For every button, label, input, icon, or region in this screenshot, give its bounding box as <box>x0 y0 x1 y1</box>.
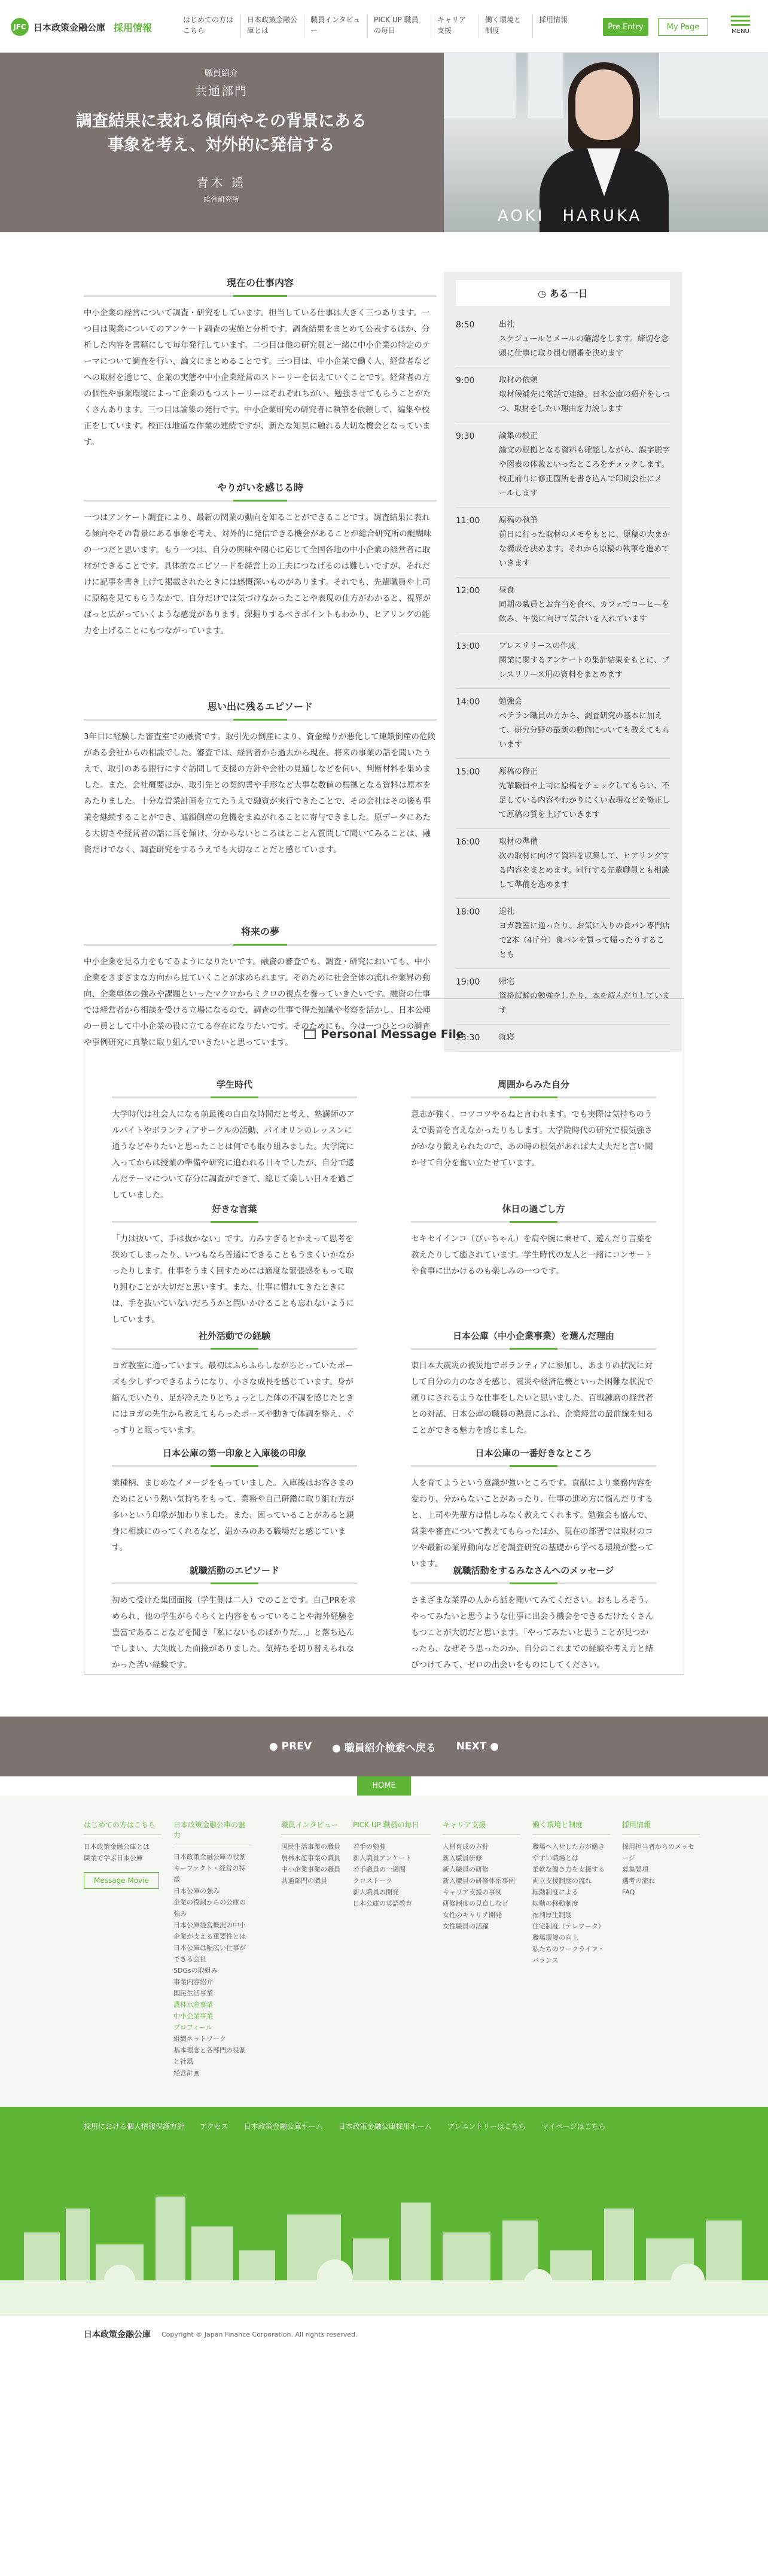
hero-dept: 共通部門 <box>195 84 248 98</box>
day-schedule-title <box>456 280 670 306</box>
sitemap-category[interactable]: 働く環境と制度 <box>532 1819 610 1835</box>
hero <box>0 53 768 232</box>
pmf-item <box>112 1447 357 1556</box>
day-schedule <box>444 272 682 1052</box>
schedule-time: 16:00 <box>456 837 480 847</box>
mypage-button[interactable]: My Page <box>658 18 708 36</box>
pmf-item-body: 初めて受けた集団面接（学生側は二人）でのことです。自己PRを求められ、他の学生がらくらくと内容をもっていることや海外経験を豊富であることなどを聞き「私にないものばかりだ…」と落ち込んでしまい、大失敗した面接がありました。気持ちを切り替えられなかった苦い経験です。 <box>112 1596 356 1670</box>
sitemap-link[interactable]: 新入職員研修 <box>443 1854 482 1862</box>
section-title: 現在の仕事内容 <box>84 275 437 297</box>
pmf-item-body: 意志が強く、コツコツやるねと言われます。でも実際は気持ちのうえで弱音を言えなかったりもします。大学院時代の研究で根気強さがかなり鍛えられたので、あの時の根気があれば大丈夫だと言い聞かせて自分を奮い立たせています。 <box>411 1110 653 1168</box>
section-title: やりがいを感じる時 <box>84 480 437 502</box>
pmf-title <box>84 1028 684 1041</box>
pmf-item-title: 就職活動をするみなさんへのメッセージ <box>411 1564 656 1584</box>
schedule-item <box>456 633 670 689</box>
pmf-item <box>411 1447 656 1572</box>
schedule-item <box>456 829 670 899</box>
pmf-item <box>411 1564 656 1673</box>
sitemap-link[interactable]: 国民生活事業の職員 <box>281 1843 340 1851</box>
book-icon <box>304 1029 316 1039</box>
pmf-item-body: ヨガ教室に通っています。最初はふらふらしながらとっていたポーズも少しずつできるようになり、小さな成長を感じています。身が縮んでいたり、足が冷えたりとちょっとした体の不調を感じたときにはヨガの先生から教えてもらったポーズや動きで体調を整え、ぐっすりと眠っています。 <box>112 1361 355 1435</box>
sitemap-link[interactable]: キャリア支援の事例 <box>443 1888 502 1896</box>
pmf-item-body: さまざまな業界の人から話を聞いてみてください。おもしろそう、やってみたいと思うような仕事に出会う機会をできるだけたくさんもつことが大切だと思います。「やってみたいと思うことが見つかったら、なぜそう思ったのか、自分のこれまでの経験や考え方と結びつけてみて、ゼロの出会いをものにしてください。 <box>411 1596 653 1670</box>
hero-photo <box>444 53 768 232</box>
pmf-item-title: 日本公庫の一番好きなところ <box>411 1447 656 1467</box>
copyright: Copyright © Japan Finance Corporation. All rights reserved. <box>161 2331 358 2338</box>
sitemap-category[interactable]: 日本政策金融公庫の魅力 <box>173 1819 251 1845</box>
sitemap-link[interactable]: 企業の役割からの公庫の強み <box>173 1898 246 1918</box>
schedule-time: 19:00 <box>456 977 480 987</box>
day-title-text: ある一日 <box>549 288 588 299</box>
pmf-item-title: 好きな言葉 <box>112 1202 357 1223</box>
site-header <box>0 0 768 53</box>
pmf-item-title: 社外活動での経験 <box>112 1329 357 1350</box>
hero-headline <box>76 110 367 157</box>
schedule-detail: 原稿の執筆 前日に行った取材のメモをもとに、原稿の大まかな構成を決めます。それから原稿の執筆を進めていきます <box>499 516 671 568</box>
schedule-detail: 論集の校正 論文の根拠となる資料も確認しながら、誤字脱字や図表の体裁といったところをチェックします。 校正前りに修正箇所を書き込んで印刷会社にメールします <box>499 432 671 498</box>
photo-window <box>659 53 768 119</box>
footer-links <box>84 2121 606 2131</box>
pmf-item <box>112 1078 357 1204</box>
sitemap-link[interactable]: 事業内容紹介 <box>173 1978 213 1986</box>
sitemap-column <box>173 1819 251 2079</box>
schedule-item <box>456 508 670 578</box>
schedule-detail: 勉強会 ベテラン職員の方から、調査研究の基本に加えて、研究分野の最新の動向についても教えてもらいます <box>499 697 670 749</box>
schedule-item <box>456 759 670 829</box>
nav-item-beginners[interactable]: はじめての方はこちら <box>183 16 234 35</box>
hero-person-name: 青木 遥 <box>196 175 246 190</box>
pmf-item-body: セキセイインコ（ぴぃちゃん）を肩や腕に乗せて、遊んだり言葉を教えたりして癒されています。学生時代の友人と一緒にコンサートや食事に出かけるのも楽しみの一つです。 <box>411 1234 653 1276</box>
schedule-detail: 昼食 同期の職員とお弁当を食べ、カフェでコーヒーを飲み、午後に向けて気合いを入れています <box>499 586 669 624</box>
pmf-item <box>112 1329 357 1439</box>
next-label: NEXT <box>456 1740 487 1752</box>
schedule-time: 15:00 <box>456 767 480 777</box>
sitemap-link[interactable]: 共通部門の職員 <box>281 1877 327 1885</box>
schedule-time: 9:30 <box>456 432 475 441</box>
schedule-time: 8:50 <box>456 320 475 330</box>
footer-link[interactable]: アクセス <box>200 2122 228 2131</box>
sitemap-link[interactable]: 農林水産事業 <box>173 2001 213 2009</box>
hero-romaji: AOKI HARUKA <box>498 207 642 225</box>
pmf-item-title: 日本公庫の第一印象と入庫後の印象 <box>112 1447 357 1467</box>
sitemap-column <box>281 1819 359 1887</box>
pmf-item-title: 休日の過ごし方 <box>411 1202 656 1223</box>
sitemap-link[interactable]: プロフィール <box>173 2024 212 2031</box>
schedule-time: 18:00 <box>456 907 480 917</box>
sitemap-link[interactable]: 職場へ入社した方が働きやすい職場とは <box>532 1843 605 1862</box>
schedule-detail: 帰宅 資格試験の勉強をしたり、本を読んだりしています <box>499 977 671 1015</box>
section-body: 一つはアンケート調査により、最新の関業の動向を知ることができることです。調査結果に表れる傾向やその背景にある事象を考え、対外的に発信できる機会があることが総合研究所の醍醐味の一つだと思います。もう一つは、自分の興味や関心に応じて全国各地の中小企業の経営者に取材ができることです。具体的なエピソードを経営上の工夫につなげるのは難しいですが、それだけに記事を書き上げて掲載されたときには感慨深いものがあります。それでも、先輩職員や上司に原稿を見てもらうなかで、自分だけでは気づけなかったことや表現の仕方がわかると、視界がぱっと広がっていくような感覚があります。深掘りするべきポイントもわかり、ヒアリングの能力を上げることにもつながっています。 <box>84 513 432 636</box>
hero-headline-line1: 調査結果に表れる傾向やその背景にある <box>76 112 367 130</box>
sitemap-link[interactable]: 若手職員の一週間 <box>353 1866 406 1873</box>
schedule-detail: 退社 ヨガ教室に通ったり、お気に入りの食パン専門店で2本（4斤分）食パンを買って帰ったりすることも <box>499 907 671 959</box>
sitemap-link[interactable]: 募集要項 <box>622 1866 648 1873</box>
section-body: 3年目に経験した審査室での融資です。取引先の倒産により、資金繰りが悪化して連鎖倒産の危険がある会社からの相談でした。審査では、経営者から過去から現在、将来の事業の話を聞いたうえで、取引のある銀行にすぐ訪問して支援の方針や会社の見通しなどを伺い、判断材料を集めました。また、会社概要ほか、取引先との契約書や手形など大事な数値の根拠となる資料は原本をあたりました。十分な営業計画を立てたうえで融資が実行できたことで、その会社はその後も事業を継続することができ、連鎖倒産の危機をまぬがれることに寄与できました。原データにあたる大切さや経営者の話に耳を傾け、分からないところはとことん質問して聞いてみることは、融資だけでなく、調査研究をするうえでも大切なことだと感じています。 <box>84 732 436 855</box>
sitemap-category[interactable]: はじめての方はこちら <box>84 1819 161 1835</box>
sitemap-link[interactable]: 日本政策金融公庫とは <box>84 1843 150 1851</box>
pmf-item-body: 人を育てようという意識が強いところです。貢献により業務内容を変わり、分からないことがあったり、仕事の進め方に悩んだりすると、上司や先輩方は惜しみなく教えてくれます。勉強会も盛んで、営業や審査について教えてもらったほか、現在の部署では取材のコツや最新の業界動向などを調査研究の基礎から学べる環境が整っています。 <box>411 1478 653 1569</box>
schedule-item <box>456 578 670 633</box>
sitemap-link[interactable]: 中小企業事業 <box>173 2012 213 2020</box>
sitemap-link[interactable]: 私たちのワークライフ・バランス <box>532 1945 605 1964</box>
sitemap <box>0 1796 768 2107</box>
clock-icon: ◷ <box>538 288 550 299</box>
pmf-item-title: 日本公庫（中小企業事業）を選んだ理由 <box>411 1329 656 1350</box>
logo[interactable] <box>11 18 152 36</box>
pre-entry-button[interactable]: Pre Entry <box>603 18 648 36</box>
sitemap-link[interactable]: 新人職員の研修 <box>443 1866 489 1873</box>
pmf-item-title: 周囲からみた自分 <box>411 1078 656 1098</box>
nav-item-environment[interactable]: 働く環境と制度 <box>479 14 532 38</box>
schedule-detail: 就寝 <box>499 1033 515 1042</box>
sitemap-link[interactable]: 基本理念と各部門の役割と社風 <box>173 2046 246 2065</box>
city-illustration <box>0 2161 768 2316</box>
sitemap-link[interactable]: 組織ネットワーク <box>173 2035 226 2043</box>
sitemap-link[interactable]: 両立支援制度の流れ <box>532 1877 592 1885</box>
footer-link[interactable]: プレエントリーはこちら <box>447 2122 526 2131</box>
pmf-item-title: 学生時代 <box>112 1078 357 1098</box>
sitemap-link[interactable]: 日本公庫の英語教育 <box>353 1900 412 1907</box>
day-schedule-column <box>444 232 682 1052</box>
sitemap-link[interactable]: 若手の勉強 <box>353 1843 386 1851</box>
section-current-work <box>84 275 437 451</box>
sitemap-link[interactable]: 日本公庫経営概況の中小企業が支える重要性とは <box>173 1921 246 1940</box>
section-body: 中小企業の経営について調査・研究をしています。担当している仕事は大きく三つあります。一つ目は関業についてのアンケート調査の実施と分析です。調査結果をまとめて公表するほか、分析した内容を書籍にして毎年発行しています。二つ目は他の研究員と一緒に中小企業の特定のテーマについて調査を行い、論文にまとめることです。三つ目は、中小企業で働く人、経営者などへの取材を通じて、企業の実態や中小企業経営のストーリーを伝えていくことです。経営者の方の個性や事業環境によって企業のもつストーリーはそれぞれちがい、勉強させてもらうことがたくさんあります。三つ目は論集の発行です。中小企業研究の研究者に執筆を依頼して、編集や校正をしています。校正は地道な作業の連続ですが、新たな知見に触れる大切な機会となっています。 <box>84 308 431 447</box>
schedule-time: 11:00 <box>456 516 480 525</box>
pager <box>0 1717 768 1776</box>
schedule-item <box>456 423 670 508</box>
sitemap-link[interactable]: FAQ <box>622 1888 635 1896</box>
prev-label: PREV <box>281 1740 312 1752</box>
sitemap-link[interactable]: 新入職員の研修体系事例 <box>443 1877 515 1885</box>
logo-sub: 採用情報 <box>114 22 153 34</box>
sitemap-column <box>622 1819 700 1898</box>
sitemap-link[interactable]: 経営計画 <box>173 2069 200 2077</box>
nav-item-recruit[interactable]: 採用情報 <box>532 14 574 38</box>
schedule-time: 14:00 <box>456 697 480 707</box>
footer-logo[interactable]: 日本政策金融公庫 <box>84 2330 151 2340</box>
pmf-item-body: 大学時代は社会人になる前最後の自由な時間だと考え、塾講師のアルバイトやボランティアサークルの活動、バイオリンのレッスンに通うなどやりたいと思ったことは何でも取り組みました。大学院に入ってからは授業の準備や研究に追われる日々でしたが、自分で選んだテーマについて存分に調査ができて、総じて楽しい日々を過ごしていました。 <box>112 1110 355 1200</box>
footer-link[interactable]: 採用における個人情報保護方針 <box>84 2122 185 2131</box>
sitemap-column <box>532 1819 610 1966</box>
section-title: 将来の夢 <box>84 924 437 946</box>
footer-link[interactable]: 日本政策金融公庫採用ホーム <box>338 2122 432 2131</box>
pmf-item <box>411 1078 656 1171</box>
sitemap-link[interactable]: 日本公庫は幅広い仕事ができる会社 <box>173 1944 246 1963</box>
sitemap-category[interactable]: 職員インタビュー <box>281 1819 359 1835</box>
section-episode <box>84 699 437 858</box>
hero-headline-line2: 事象を考え、対外的に発信する <box>108 136 335 154</box>
back-to-list-link[interactable]: ● 職員紹介検索へ戻る <box>332 1742 436 1754</box>
pmf-item <box>411 1202 656 1280</box>
sitemap-link[interactable]: 研修制度の見直しなど <box>443 1900 508 1907</box>
schedule-list <box>456 312 670 1052</box>
global-nav <box>177 14 574 38</box>
sitemap-link[interactable]: 採用担当者からのメッセージ <box>622 1843 694 1862</box>
sitemap-link[interactable]: 職場環境の向上 <box>532 1934 578 1942</box>
hero-role: 職員紹介 <box>205 69 238 78</box>
sitemap-column <box>353 1819 431 1909</box>
sitemap-link[interactable]: 新人職員アンケート <box>353 1854 412 1862</box>
pmf-item <box>411 1329 656 1439</box>
pmf-title-text: Personal Message File <box>321 1028 464 1041</box>
schedule-time: 23:30 <box>456 1033 480 1043</box>
nav-item-pickup[interactable]: PICK UP 職員の毎日 <box>367 14 431 38</box>
schedule-time: 12:00 <box>456 586 480 596</box>
section-rewarding <box>84 480 437 639</box>
message-movie-button[interactable]: Message Movie <box>84 1872 159 1889</box>
hero-text <box>0 53 443 232</box>
sitemap-link[interactable]: 国民生活事業 <box>173 1989 213 1997</box>
nav-item-about[interactable]: 日本政策金融公庫とは <box>240 14 304 38</box>
pmf-item-title: 就職活動のエピソード <box>112 1564 357 1584</box>
hamburger-icon-bar <box>731 20 750 22</box>
sitemap-column <box>84 1819 161 1889</box>
pmf-item <box>112 1564 357 1673</box>
sitemap-link[interactable]: クロストーク <box>353 1877 392 1885</box>
schedule-detail: 取材の依頼 取材候補先に電話で連絡。日本公庫の紹介をしつつ、取材をしたい理由を力説します <box>499 376 671 414</box>
footer-link[interactable]: 日本政策金融公庫ホーム <box>243 2122 323 2131</box>
sitemap-category[interactable]: PICK UP 職員の毎日 <box>353 1819 431 1835</box>
hero-person-dept: 総合研究所 <box>203 195 239 203</box>
schedule-item <box>456 689 670 759</box>
home-button[interactable]: HOME <box>357 1776 411 1796</box>
menu-label: MENU <box>732 28 749 35</box>
sitemap-link[interactable]: 選考の流れ <box>622 1877 655 1885</box>
schedule-item <box>456 899 670 969</box>
sitemap-link[interactable]: 新人職員の開発 <box>353 1888 399 1896</box>
prev-link[interactable]: ● PREV <box>269 1740 312 1752</box>
hamburger-icon <box>731 16 750 17</box>
hamburger-icon-bar <box>731 24 750 26</box>
schedule-detail: 取材の準備 次の取材に向けて資料を収集して、ヒアリングする内容をまとめます。同行する先輩職員とも相談して準備を進めます <box>499 837 669 889</box>
sitemap-link[interactable]: 柔軟な働き方を支援する <box>532 1866 605 1873</box>
nav-item-interview[interactable]: 職員インタビュー <box>304 14 367 38</box>
menu-button[interactable] <box>729 13 752 35</box>
photo-window <box>528 53 563 119</box>
pmf-item <box>112 1202 357 1328</box>
sitemap-link[interactable]: 日本公庫の強み <box>173 1887 220 1895</box>
personal-message-file <box>84 998 684 1675</box>
back-to-list-label: 職員紹介検索へ戻る <box>344 1742 436 1754</box>
sitemap-link[interactable]: 福利厚生制度 <box>532 1911 572 1919</box>
schedule-item <box>456 367 670 423</box>
sitemap-link[interactable]: 職業で学ぶ日本公庫 <box>84 1854 143 1862</box>
sitemap-link[interactable]: 女性のキャリア開発 <box>443 1911 502 1919</box>
nav-item-career[interactable]: キャリア支援 <box>431 14 479 38</box>
sitemap-link[interactable]: 住宅制度（テレワーク） <box>532 1922 605 1930</box>
footer <box>0 2107 768 2316</box>
pmf-item-body: 東日本大震災の被災地でボランティアに参加し、あまりの状況に対して自分の力のなさを感じ、震災や経済危機といった困難な状況で頼りにされるような仕事をしたいと思いました。百戦錬磨の経営者との対話、日本公庫の職員の熱意にふれ、企業経営の最前線を知ることができる魅力を感じました。 <box>411 1361 654 1435</box>
schedule-detail: 出社 スケジュールとメールの確認をします。締切を念頭に仕事に取り組む順番を決めます <box>499 320 669 358</box>
section-title: 思い出に残るエピソード <box>84 699 437 721</box>
sitemap-link[interactable]: キーファクト・経営の特徴 <box>173 1864 246 1884</box>
pmf-item-body: 業種柄、まじめなイメージをもっていました。入庫後はお客さまのためにという熱い気持ちをもって、業務や自己研鑽に取り組む方が多いという印象が加わりました。また、困っていることがあると親身に相談にのってくれるなど、温かみのある職場だと感じています。 <box>112 1478 354 1553</box>
schedule-time: 9:00 <box>456 376 475 385</box>
footer-link[interactable]: マイページはこちら <box>541 2122 606 2131</box>
schedule-time: 13:00 <box>456 642 480 651</box>
photo-window <box>444 53 516 119</box>
sitemap-link[interactable]: 転勤制度による <box>532 1888 578 1896</box>
photo-face <box>575 69 633 140</box>
logo-mark: JFC <box>11 18 29 36</box>
copyright-bar <box>0 2316 768 2352</box>
sitemap-category[interactable]: キャリア支援 <box>443 1819 520 1835</box>
schedule-item <box>456 312 670 367</box>
sitemap-link[interactable]: 転勤の移動制度 <box>532 1900 578 1907</box>
section-body: 中小企業を見る力をもてるようになりたいです。融資の審査でも、調査・研究においても、中小企業をさまざまな方向から見ていくことが求められます。そのために社会全体の流れや業界の動向、企業単体の強みや課題といったマクロからミクロの視点を養っていきたいです。融資の仕事では経営者から相談を受ける立場になるので、調査の仕事で得た知識や考察を活かし、日本公庫の一員として中小企業の役に立てる存在になりたいです。そのためにも、今は一つひとつの調査や事例研究に真摯に取り組んでいきたいと思っています。 <box>84 957 431 1047</box>
sitemap-category[interactable]: 採用情報 <box>622 1819 700 1835</box>
sitemap-column <box>443 1819 520 1932</box>
schedule-detail: 原稿の修正 先輩職員や上司に原稿をチェックしてもらい、不足している内容やわかりにくい表現などを修正して原稿の質を上げていきます <box>499 767 671 819</box>
next-link[interactable]: NEXT ● <box>456 1740 499 1752</box>
sitemap-link[interactable]: 中小企業事業の職員 <box>281 1866 340 1873</box>
pmf-item-body: 「力は抜いて、手は抜かない」です。力みすぎるとかえって思考を狭めてしまったり、いつもなら普通にできることもうまくいかなかったりします。仕事をうまく回すためには適度な緊張感をもって取り組むことが大切だと思います。また、仕事に慣れてきたときには、手を抜いていないだろうかと問いかけることも忘れないようにしています。 <box>112 1234 354 1325</box>
schedule-detail: プレスリリースの作成 関業に関するアンケートの集計結果をもとに、プレスリリース用の資料をまとめます <box>499 642 670 679</box>
sitemap-link[interactable]: 農林水産事業の職員 <box>281 1854 340 1862</box>
sitemap-link[interactable]: SDGsの取組み <box>173 1967 218 1974</box>
sitemap-link[interactable]: 人材育成の方針 <box>443 1843 489 1851</box>
sitemap-link[interactable]: 日本政策金融公庫の役割 <box>173 1853 246 1861</box>
sitemap-link[interactable]: 女性職員の活躍 <box>443 1922 489 1930</box>
logo-name: 日本政策金融公庫 <box>33 22 106 33</box>
